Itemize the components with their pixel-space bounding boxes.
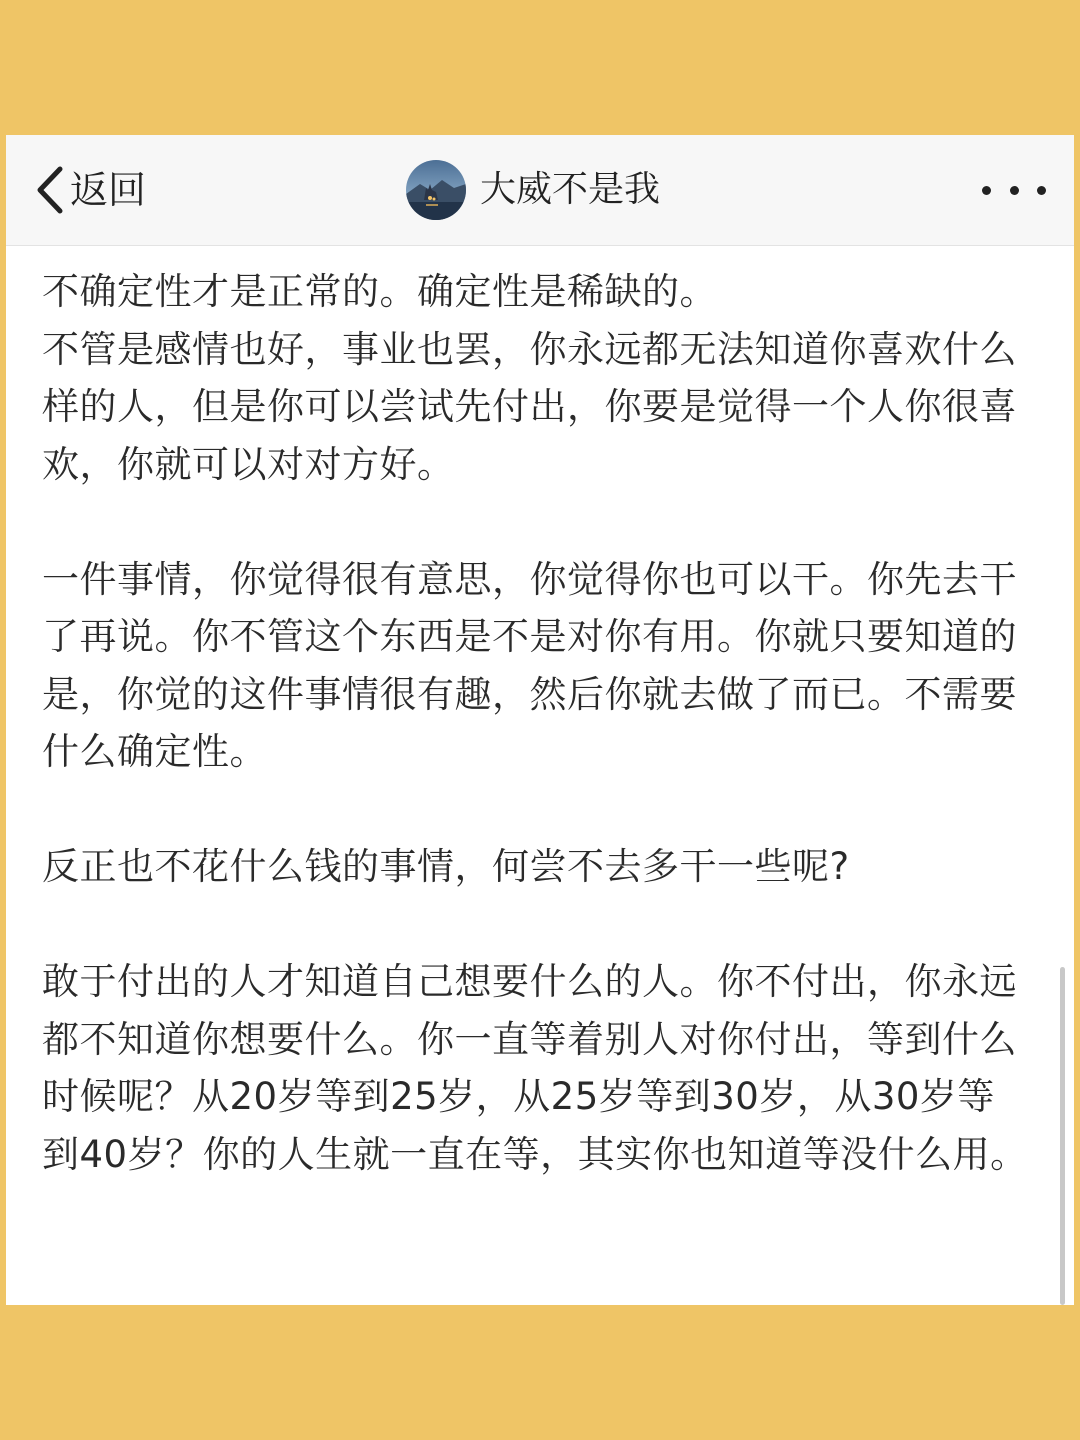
paragraph: 敢于付出的人才知道自己想要什么的人。你不付出，你永远都不知道你想要什么。你一直等着别人对你付出，等到什么时候呢？从20岁等到25岁，从25岁等到30岁，从30岁等到40岁？你的人生就一直在等，其实你也知道等没什么用。 — [42, 960, 1028, 1176]
article-card — [6, 135, 1074, 1305]
more-dot-icon — [1037, 186, 1046, 195]
avatar[interactable] — [406, 160, 466, 220]
more-button[interactable] — [982, 173, 1046, 207]
paragraph: 不确定性才是正常的。确定性是稀缺的。 不管是感情也好，事业也罢，你永远都无法知道你喜欢什么样的人，但是你可以尝试先付出，你要是觉得一个人你很喜欢，你就可以对对方好。 — [42, 270, 1017, 486]
author-header[interactable] — [406, 159, 660, 221]
back-button[interactable] — [34, 163, 146, 217]
more-dot-icon — [1010, 186, 1019, 195]
paragraph: 一件事情，你觉得很有意思，你觉得你也可以干。你先去干了再说。你不管这个东西是不是对你有用。你就只要知道的是，你觉的这件事情很有趣，然后你就去做了而已。不需要什么确定性。 — [42, 557, 1017, 773]
article-body — [42, 263, 1032, 1241]
scrollbar[interactable] — [1060, 967, 1065, 1305]
author-name[interactable]: 大威不是我 — [480, 169, 661, 210]
more-dot-icon — [982, 186, 991, 195]
paragraph: 反正也不花什么钱的事情，何尝不去多干一些呢? — [42, 845, 850, 888]
chevron-left-icon — [34, 165, 66, 215]
nav-bar — [6, 135, 1074, 246]
back-label: 返回 — [70, 168, 147, 212]
